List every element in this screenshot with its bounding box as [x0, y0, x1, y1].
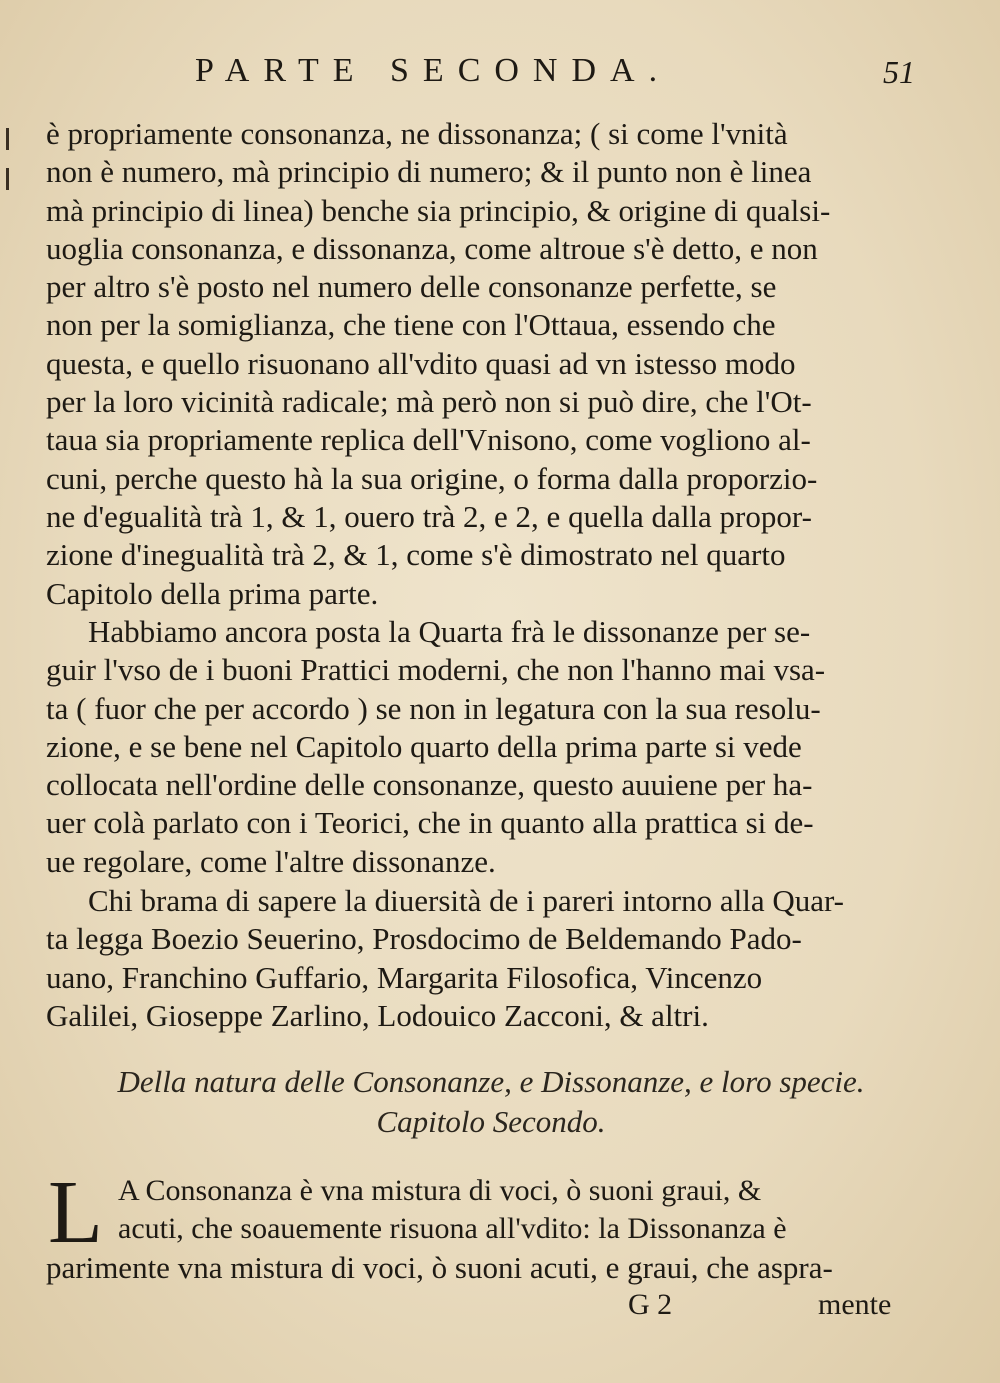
text-line: ta ( fuor che per accordo ) se non in legatura con la sua resolu- — [46, 690, 821, 726]
text-line: uer colà parlato con i Teorici, che in quanto alla prattica si de- — [46, 805, 814, 841]
text-line: ne d'egualità trà 1, & 1, ouero trà 2, e 2, e quella dalla propor- — [46, 498, 812, 534]
running-title: PARTE SECONDA. — [195, 52, 672, 89]
text-line: collocata nell'ordine delle consonanze, questo auuiene per ha- — [46, 767, 813, 803]
text-line: uoglia consonanza, e dissonanza, come altroue s'è detto, e non — [46, 230, 818, 266]
signature-mark: G 2 — [628, 1288, 673, 1321]
text-line: acuti, che soauemente risuona all'vdito: la Dissonanza è — [118, 1212, 787, 1246]
text-line: ue regolare, come l'altre dissonanze. — [46, 843, 496, 879]
text-line: Habbiamo ancora posta la Quarta frà le dissonanze per se- — [88, 614, 811, 649]
paragraph-4-continued — [46, 1249, 936, 1287]
drop-cap: L — [48, 1163, 103, 1262]
text-line: uano, Franchino Guffario, Margarita Filosofica, Vincenzo — [46, 959, 763, 995]
text-line: guir l'vso de i buoni Prattici moderni, che non l'hanno mai vsa- — [46, 652, 826, 688]
margin-mark — [6, 168, 9, 190]
text-line: questa, e quello risuonano all'vdito quasi ad vn istesso modo — [46, 345, 796, 381]
page-number: 51 — [883, 54, 915, 90]
text-line: mà principio di linea) benche sia principio, & origine di qualsi- — [46, 192, 831, 228]
text-line: A Consonanza è vna mistura di voci, ò suoni graui, & — [118, 1174, 762, 1207]
chapter-heading — [46, 1062, 936, 1142]
text-line: non per la somiglianza, che tiene con l'Ottaua, essendo che — [46, 307, 776, 343]
paragraph-1 — [46, 115, 936, 613]
text-line: non è numero, mà principio di numero; & il punto non è linea — [46, 154, 812, 190]
text-line: cuni, perche questo hà la sua origine, o forma dalla proporzio- — [46, 460, 818, 496]
running-header — [195, 52, 915, 102]
text-line: è propriamente consonanza, ne dissonanza; ( si come l'vnità — [46, 116, 788, 151]
chapter-number: Capitolo Secondo. — [376, 1104, 606, 1139]
text-line: zione, e se bene nel Capitolo quarto della prima parte si vede — [46, 728, 802, 764]
text-line: ta legga Boezio Seuerino, Prosdocimo de Beldemando Pado- — [46, 921, 802, 957]
paragraph-2 — [46, 613, 936, 881]
text-line: per la loro vicinità radicale; mà però non si può dire, che l'Ot- — [46, 384, 812, 420]
text-line: parimente vna mistura di voci, ò suoni acuti, e graui, che aspra- — [46, 1250, 833, 1285]
margin-mark — [6, 128, 9, 150]
paragraph-3 — [46, 882, 936, 1035]
catchword: mente — [818, 1288, 892, 1321]
text-line: Capitolo della prima parte. — [46, 575, 379, 611]
text-line: per altro s'è posto nel numero delle consonanze perfette, se — [46, 269, 777, 305]
text-line: zione d'inegualità trà 2, & 1, come s'è dimostrato nel quarto — [46, 537, 786, 573]
paragraph-4 — [118, 1172, 938, 1249]
text-line: taua sia propriamente replica dell'Vnisono, come vogliono al- — [46, 422, 811, 458]
text-line: Chi brama di sapere la diuersità de i pareri intorno alla Quar- — [88, 883, 845, 918]
chapter-title: Della natura delle Consonanze, e Dissonanze, e loro specie. — [117, 1064, 865, 1099]
text-line: Galilei, Gioseppe Zarlino, Lodouico Zacconi, & altri. — [46, 997, 709, 1033]
